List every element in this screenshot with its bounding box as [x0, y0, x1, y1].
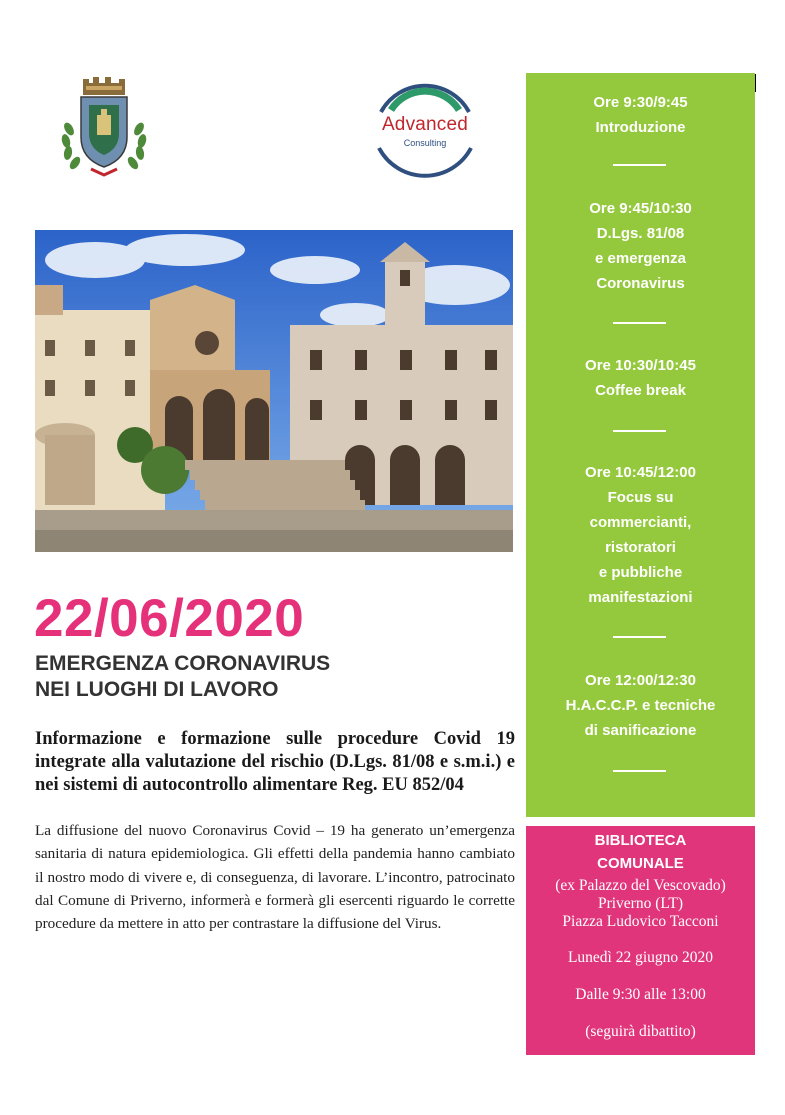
venue-panel — [526, 826, 755, 1055]
schedule-divider — [613, 322, 666, 324]
schedule-time: Ore 9:30/9:45 — [593, 94, 688, 111]
venue-date: Lunedì 22 giugno 2020 — [567, 949, 714, 966]
event-title-line: EMERGENZA CORONAVIRUS — [35, 652, 331, 675]
logo-brand-text: Advanced — [381, 114, 469, 135]
schedule-time: Ore 9:45/10:30 — [589, 200, 692, 217]
schedule-topic: Coffee break — [595, 382, 686, 399]
venue-note: (seguirà dibattito) — [585, 1023, 696, 1040]
venue-title-line: BIBLIOTECA — [594, 832, 687, 849]
schedule-topic: commercianti, — [589, 514, 692, 531]
schedule-divider — [613, 430, 666, 432]
schedule-topic: Coronavirus — [596, 275, 685, 292]
schedule-item — [526, 353, 755, 403]
venue-address-line: Piazza Ludovico Tacconi — [562, 913, 719, 930]
venue-address-line: (ex Palazzo del Vescovado) — [555, 877, 726, 894]
venue-address-line: Priverno (LT) — [597, 895, 684, 912]
event-description: La diffusione del nuovo Coronavirus Covid – 19 ha generato un’emergenza sanitaria di natura epidemiologica. Gli effetti della pandemia hanno cambiato il nostro modo di vivere e, di conseguenza, di lavorare. L’incontro, patrocinato dal Comune di Priverno, informerà e formerà gli esercenti riguardo le corrette procedure da mettere in atto per contrastare la diffusione del Virus. — [35, 822, 515, 933]
schedule-time: Ore 12:00/12:30 — [585, 672, 696, 689]
schedule-item — [526, 90, 755, 140]
schedule-divider — [613, 164, 666, 166]
schedule-item — [526, 460, 755, 610]
schedule-time: Ore 10:45/12:00 — [585, 464, 696, 481]
event-title-line: NEI LUOGHI DI LAVORO — [35, 678, 279, 701]
schedule-topic: D.Lgs. 81/08 — [596, 225, 685, 242]
logo-sub-text: Consulting — [403, 138, 447, 148]
schedule-topic: manifestazioni — [588, 589, 693, 606]
schedule-topic: Focus su — [607, 489, 674, 506]
venue-title — [526, 829, 755, 875]
event-title — [35, 651, 515, 703]
venue-time: Dalle 9:30 alle 13:00 — [575, 986, 706, 1003]
schedule-item — [526, 196, 755, 296]
schedule-topic: e pubbliche — [598, 564, 683, 581]
schedule-panel — [526, 73, 755, 817]
event-date: 22/06/2020 — [34, 589, 305, 648]
town-square-photo — [35, 230, 513, 552]
schedule-topic: Introduzione — [595, 119, 686, 136]
schedule-topic: e emergenza — [595, 250, 686, 267]
schedule-topic: di sanificazione — [584, 722, 697, 739]
advanced-consulting-logo — [364, 82, 486, 180]
schedule-divider — [613, 636, 666, 638]
schedule-topic: ristoratori — [605, 539, 676, 556]
venue-title-line: COMUNALE — [597, 855, 684, 872]
schedule-item — [526, 668, 755, 743]
schedule-divider — [613, 770, 666, 772]
event-subtitle: Informazione e formazione sulle procedure Covid 19 integrate alla valutazione del rischio (D.Lgs. 81/08 e s.m.i.) e nei sistemi di autocontrollo alimentare Reg. EU 852/04 — [35, 729, 515, 795]
municipal-crest-icon — [55, 75, 153, 177]
schedule-topic: H.A.C.C.P. e tecniche — [565, 697, 716, 714]
edge-mark — [755, 74, 756, 92]
schedule-time: Ore 10:30/10:45 — [585, 357, 696, 374]
